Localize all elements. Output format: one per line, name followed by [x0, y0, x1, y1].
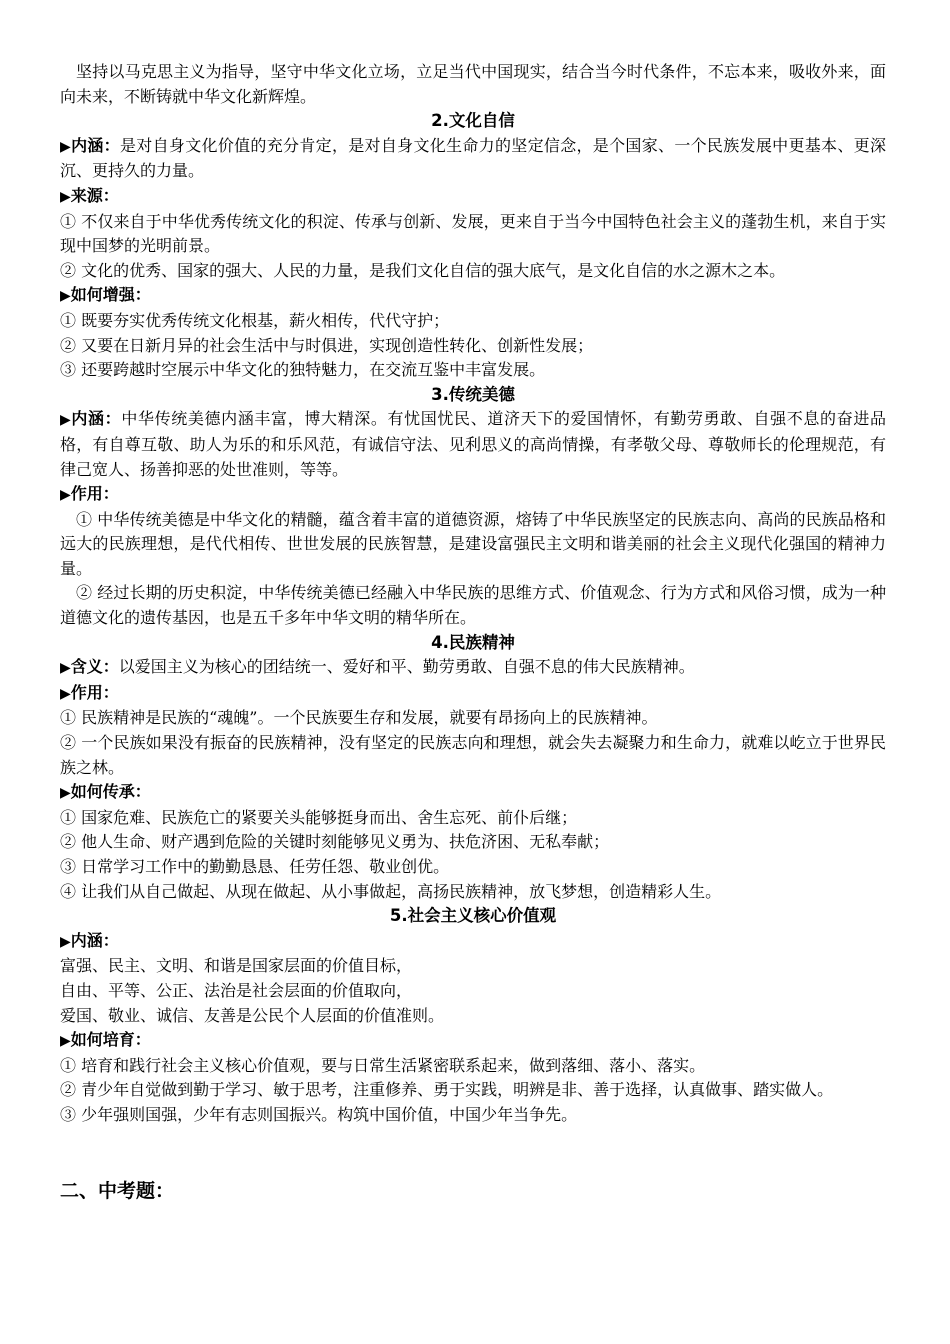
s4-inherit-heading	[60, 780, 886, 806]
s4-meaning-text: 以爱国主义为核心的团结统一、爱好和平、勤劳勇敢、自强不息的伟大民族精神。	[118, 657, 695, 677]
section-heading-cultural-confidence: 2.文化自信	[431, 111, 515, 131]
s4-role-item-1: ① 民族精神是民族的“魂魄”。一个民族要生存和发展，就要有昂扬向上的民族精神。	[60, 708, 658, 728]
triangle-bullet-icon: ▶	[60, 288, 71, 305]
triangle-bullet-icon: ▶	[60, 785, 71, 802]
s5-cultivate-label: 如何培育：	[70, 1030, 151, 1050]
s5-cultivate-heading	[60, 1028, 886, 1054]
s5-connotation-label: 内涵：	[70, 930, 119, 950]
s4-inherit-item-1: ① 国家危难、民族危亡的紧要关头能够挺身而出、舍生忘死、前仆后继；	[60, 807, 578, 827]
part-two-title: 二、中考题：	[60, 1179, 175, 1202]
triangle-bullet-icon: ▶	[60, 138, 72, 155]
s4-inherit-item-4: ④ 让我们从自己做起、从现在做起、从小事做起，高扬民族精神，放飞梦想，创造精彩人生。	[60, 881, 722, 901]
s5-cultivate-item-3: ③ 少年强则国强，少年有志则国振兴。构筑中国价值，中国少年当争先。	[60, 1104, 578, 1124]
s2-source-label: 来源：	[70, 185, 119, 205]
triangle-bullet-icon: ▶	[60, 412, 72, 429]
s3-connotation-label: 内涵：	[71, 409, 122, 429]
s3-role-heading	[60, 482, 886, 508]
s2-connotation-label: 内涵：	[71, 135, 120, 155]
document-page	[60, 60, 886, 1205]
s5-connotation-heading	[60, 929, 886, 955]
s3-connotation-text: 中华传统美德内涵丰富，博大精深。有忧国忧民、道济天下的爱国情怀，有勤劳勇敢、自强不息的奋进品格，有自尊互敬、助人为乐的和乐风范，有诚信守法、见利思义的高尚情操，有孝敬父母、尊敬师长的伦理规范，有律己宽人、扬善抑恶的处世准则，等等。	[60, 409, 886, 479]
triangle-bullet-icon: ▶	[60, 933, 71, 950]
s2-source-item-1: ① 不仅来自于中华优秀传统文化的积淀、传承与创新、发展，更来自于当今中国特色社会主义的蓬勃生机，来自于实现中国梦的光明前景。	[60, 211, 886, 256]
s4-meaning-label: 含义：	[70, 657, 119, 677]
s2-strengthen-heading	[60, 283, 886, 309]
s5-connotation-item-3: 爱国、敬业、诚信、友善是公民个人层面的价值准则。	[60, 1005, 445, 1025]
s3-role-item-1: ① 中华传统美德是中华文化的精髓，蕴含着丰富的道德资源，熔铸了中华民族坚定的民族志向、高尚的民族品格和远大的民族理想，是代代相传、世世发展的民族智慧，是建设富强民主文明和谐美丽的社会主义现代化强国的精神力量。	[60, 509, 886, 578]
s2-strengthen-item-2: ② 又要在日新月异的社会生活中与时俱进，实现创造性转化、创新性发展；	[60, 335, 594, 355]
s5-cultivate-item-1: ① 培育和践行社会主义核心价值观，要与日常生活紧密联系起来，做到落细、落小、落实。	[60, 1055, 706, 1075]
s3-role-item-2: ② 经过长期的历史积淀，中华传统美德已经融入中华民族的思维方式、价值观念、行为方式和风俗习惯，成为一种道德文化的遗传基因，也是五千多年中华文明的精华所在。	[60, 583, 886, 628]
s3-connotation	[60, 407, 886, 482]
s4-meaning	[60, 655, 886, 681]
s2-strengthen-item-1: ① 既要夯实优秀传统文化根基，薪火相传，代代守护；	[60, 310, 450, 330]
s4-role-item-2: ② 一个民族如果没有振奋的民族精神，没有坚定的民族志向和理想，就会失去凝聚力和生命力，就难以屹立于世界民族之林。	[60, 733, 886, 777]
s2-connotation	[60, 134, 886, 184]
triangle-bullet-icon: ▶	[60, 685, 71, 702]
s3-role-label: 作用：	[70, 484, 119, 504]
s5-cultivate-item-2: ② 青少年自觉做到勤于学习、敏于思考，注重修养、勇于实践，明辨是非、善于选择，认真做事、踏实做人。	[60, 1080, 834, 1100]
s4-role-heading	[60, 681, 886, 707]
section-heading-core-values: 5.社会主义核心价值观	[389, 906, 557, 926]
triangle-bullet-icon: ▶	[60, 188, 71, 205]
s4-inherit-item-3: ③ 日常学习工作中的勤勤恳恳、任劳任怨、敬业创优。	[60, 857, 450, 876]
s2-source-item-2: ② 文化的优秀、国家的强大、人民的力量，是我们文化自信的强大底气，是文化自信的水之源木之本。	[60, 260, 786, 280]
s5-connotation-item-1: 富强、民主、文明、和谐是国家层面的价值目标，	[60, 956, 413, 976]
s2-connotation-text: 是对自身文化价值的充分肯定，是对自身文化生命力的坚定信念，是个国家、一个民族发展中更基本、更深沉、更持久的力量。	[60, 135, 886, 181]
triangle-bullet-icon: ▶	[60, 487, 71, 504]
s4-inherit-label: 如何传承：	[70, 782, 151, 802]
triangle-bullet-icon: ▶	[60, 660, 71, 677]
s4-inherit-item-2: ② 他人生命、财产遇到危险的关键时刻能够见义勇为、扶危济困、无私奉献；	[60, 832, 610, 852]
s2-source-heading	[60, 184, 886, 210]
s2-strengthen-label: 如何增强：	[70, 285, 151, 305]
s2-strengthen-item-3: ③ 还要跨越时空展示中华文化的独特魅力，在交流互鉴中丰富发展。	[60, 360, 546, 380]
section-heading-traditional-virtues: 3.传统美德	[431, 384, 515, 404]
spacer	[60, 1128, 886, 1177]
intro-paragraph: 坚持以马克思主义为指导，坚守中华文化立场，立足当代中国现实，结合当今时代条件，不忘本来，吸收外来，面向未来，不断铸就中华文化新辉煌。	[60, 62, 886, 106]
triangle-bullet-icon: ▶	[60, 1033, 71, 1050]
s4-role-label: 作用：	[70, 682, 119, 702]
section-heading-national-spirit: 4.民族精神	[431, 632, 515, 652]
s5-connotation-item-2: 自由、平等、公正、法治是社会层面的价值取向，	[60, 980, 413, 1000]
